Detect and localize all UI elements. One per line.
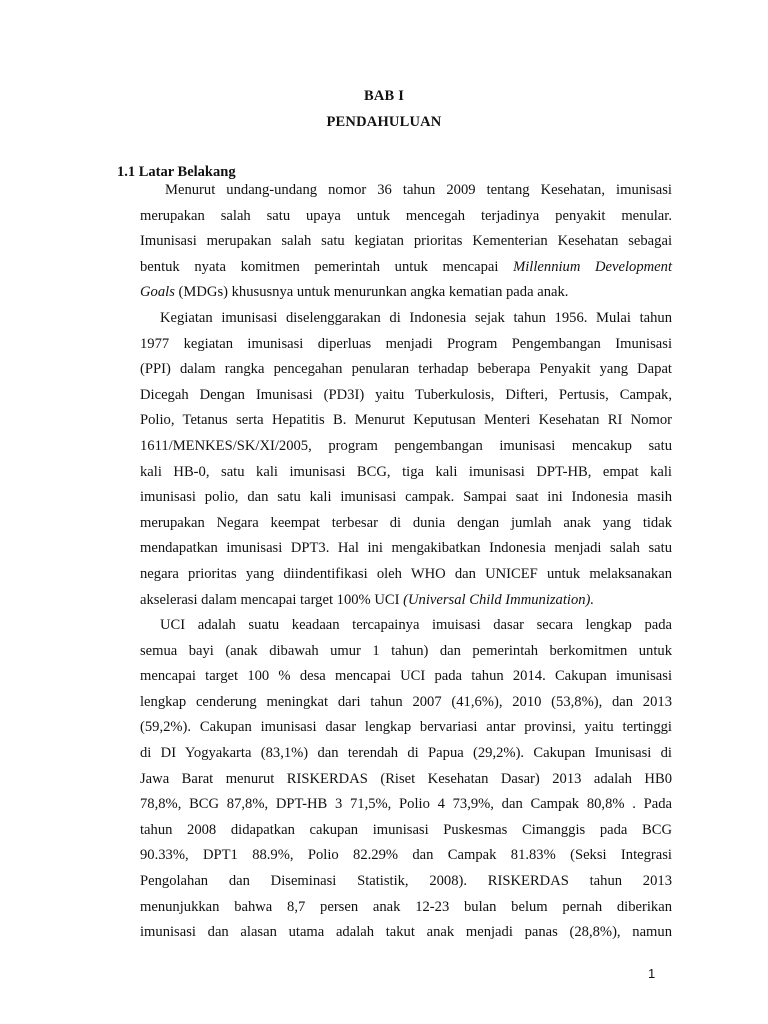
paragraph-line: merupakan Negara keempat terbesar di dunia dengan jumlah anak yang tidak	[140, 514, 672, 531]
paragraph-line: 1977 kegiatan imunisasi diperluas menjadi Program Pengembangan Imunisasi	[140, 335, 672, 352]
paragraph-line: Polio, Tetanus serta Hepatitis B. Menurut Keputusan Menteri Kesehatan RI Nomor	[140, 412, 672, 429]
paragraph-line: di DI Yogyakarta (83,1%) dan terendah di Papua (29,2%). Cakupan Imunisasi di	[140, 745, 672, 762]
paragraph-line: Menurut undang-undang nomor 36 tahun 2009 tentang Kesehatan, imunisasi	[165, 182, 672, 198]
paragraph-line: merupakan salah satu upaya untuk mencegah terjadinya penyakit menular.	[140, 207, 672, 224]
paragraph-line: 90.33%, DPT1 88.9%, Polio 82.29% dan Campak 81.83% (Seksi Integrasi	[140, 847, 672, 864]
paragraph-line	[140, 280, 672, 306]
italic-term: Goals	[140, 284, 175, 301]
paragraph-2	[140, 306, 672, 613]
paragraph-line: tahun 2008 didapatkan cakupan imunisasi Puskesmas Cimanggis pada BCG	[140, 821, 672, 838]
paragraph-line: (59,2%). Cakupan imunisasi dasar lengkap bervariasi antar provinsi, yaitu tertinggi	[140, 719, 672, 736]
paragraph-line: Pengolahan dan Diseminasi Statistik, 2008). RISKERDAS tahun 2013	[140, 873, 672, 890]
italic-term: Millennium Development	[513, 258, 672, 275]
paragraph-line: semua bayi (anak dibawah umur 1 tahun) dan pemerintah berkomitmen untuk	[140, 642, 672, 659]
paragraph-text: akselerasi dalam mencapai target 100% UCI	[140, 591, 404, 608]
paragraph-line: imunisasi dan alasan utama adalah takut anak menjadi panas (28,8%), namun	[140, 924, 672, 941]
paragraph-line: mendapatkan imunisasi DPT3. Hal ini mengakibatkan Indonesia menjadi salah satu	[140, 540, 672, 557]
paragraph-line: menunjukkan bahwa 8,7 persen anak 12-23 bulan belum pernah diberikan	[140, 898, 672, 915]
paragraph-line: lengkap cenderung meningkat dari tahun 2007 (41,6%), 2010 (53,8%), dan 2013	[140, 693, 672, 710]
body-text	[140, 178, 672, 946]
paragraph-line: mencapai target 100 % desa mencapai UCI pada tahun 2014. Cakupan imunisasi	[140, 668, 672, 685]
paragraph-line: 78,8%, BCG 87,8%, DPT-HB 3 71,5%, Polio 4 73,9%, dan Campak 80,8% . Pada	[140, 796, 672, 813]
paragraph-line	[140, 588, 672, 614]
paragraph-3	[140, 613, 672, 946]
paragraph-line: Dicegah Dengan Imunisasi (PD3I) yaitu Tuberkulosis, Difteri, Pertusis, Campak,	[140, 386, 672, 403]
paragraph-line: 1611/MENKES/SK/XI/2005, program pengembangan imunisasi mencakup satu	[140, 437, 672, 454]
paragraph-line	[140, 255, 672, 281]
section-heading: 1.1 Latar Belakang	[117, 164, 236, 180]
chapter-number: BAB I	[363, 88, 405, 104]
paragraph-text: (MDGs) khususnya untuk menurunkan angka kematian pada anak.	[178, 284, 569, 301]
paragraph-line: Imunisasi merupakan salah satu kegiatan prioritas Kementerian Kesehatan sebagai	[140, 233, 672, 250]
italic-term: (Universal Child Immunization).	[403, 591, 595, 608]
paragraph-text: bentuk nyata komitmen pemerintah untuk mencapai	[140, 258, 514, 275]
paragraph-line: (PPI) dalam rangka pencegahan penularan terhadap beberapa Penyakit yang Dapat	[140, 361, 672, 378]
paragraph-line: Jawa Barat menurut RISKERDAS (Riset Kesehatan Dasar) 2013 adalah HB0	[140, 770, 672, 787]
page-number: 1	[648, 966, 656, 981]
chapter-title: PENDAHULUAN	[326, 114, 442, 130]
paragraph-line: kali HB-0, satu kali imunisasi BCG, tiga kali imunisasi DPT-HB, empat kali	[140, 463, 672, 480]
paragraph-line: UCI adalah suatu keadaan tercapainya imuisasi dasar secara lengkap pada	[160, 617, 672, 634]
paragraph-1	[140, 178, 672, 306]
paragraph-line: negara prioritas yang diindentifikasi oleh WHO dan UNICEF untuk melaksanakan	[140, 565, 672, 582]
paragraph-line: imunisasi polio, dan satu kali imunisasi campak. Sampai saat ini Indonesia masih	[140, 489, 672, 506]
paragraph-line: Kegiatan imunisasi diselenggarakan di Indonesia sejak tahun 1956. Mulai tahun	[160, 309, 672, 326]
